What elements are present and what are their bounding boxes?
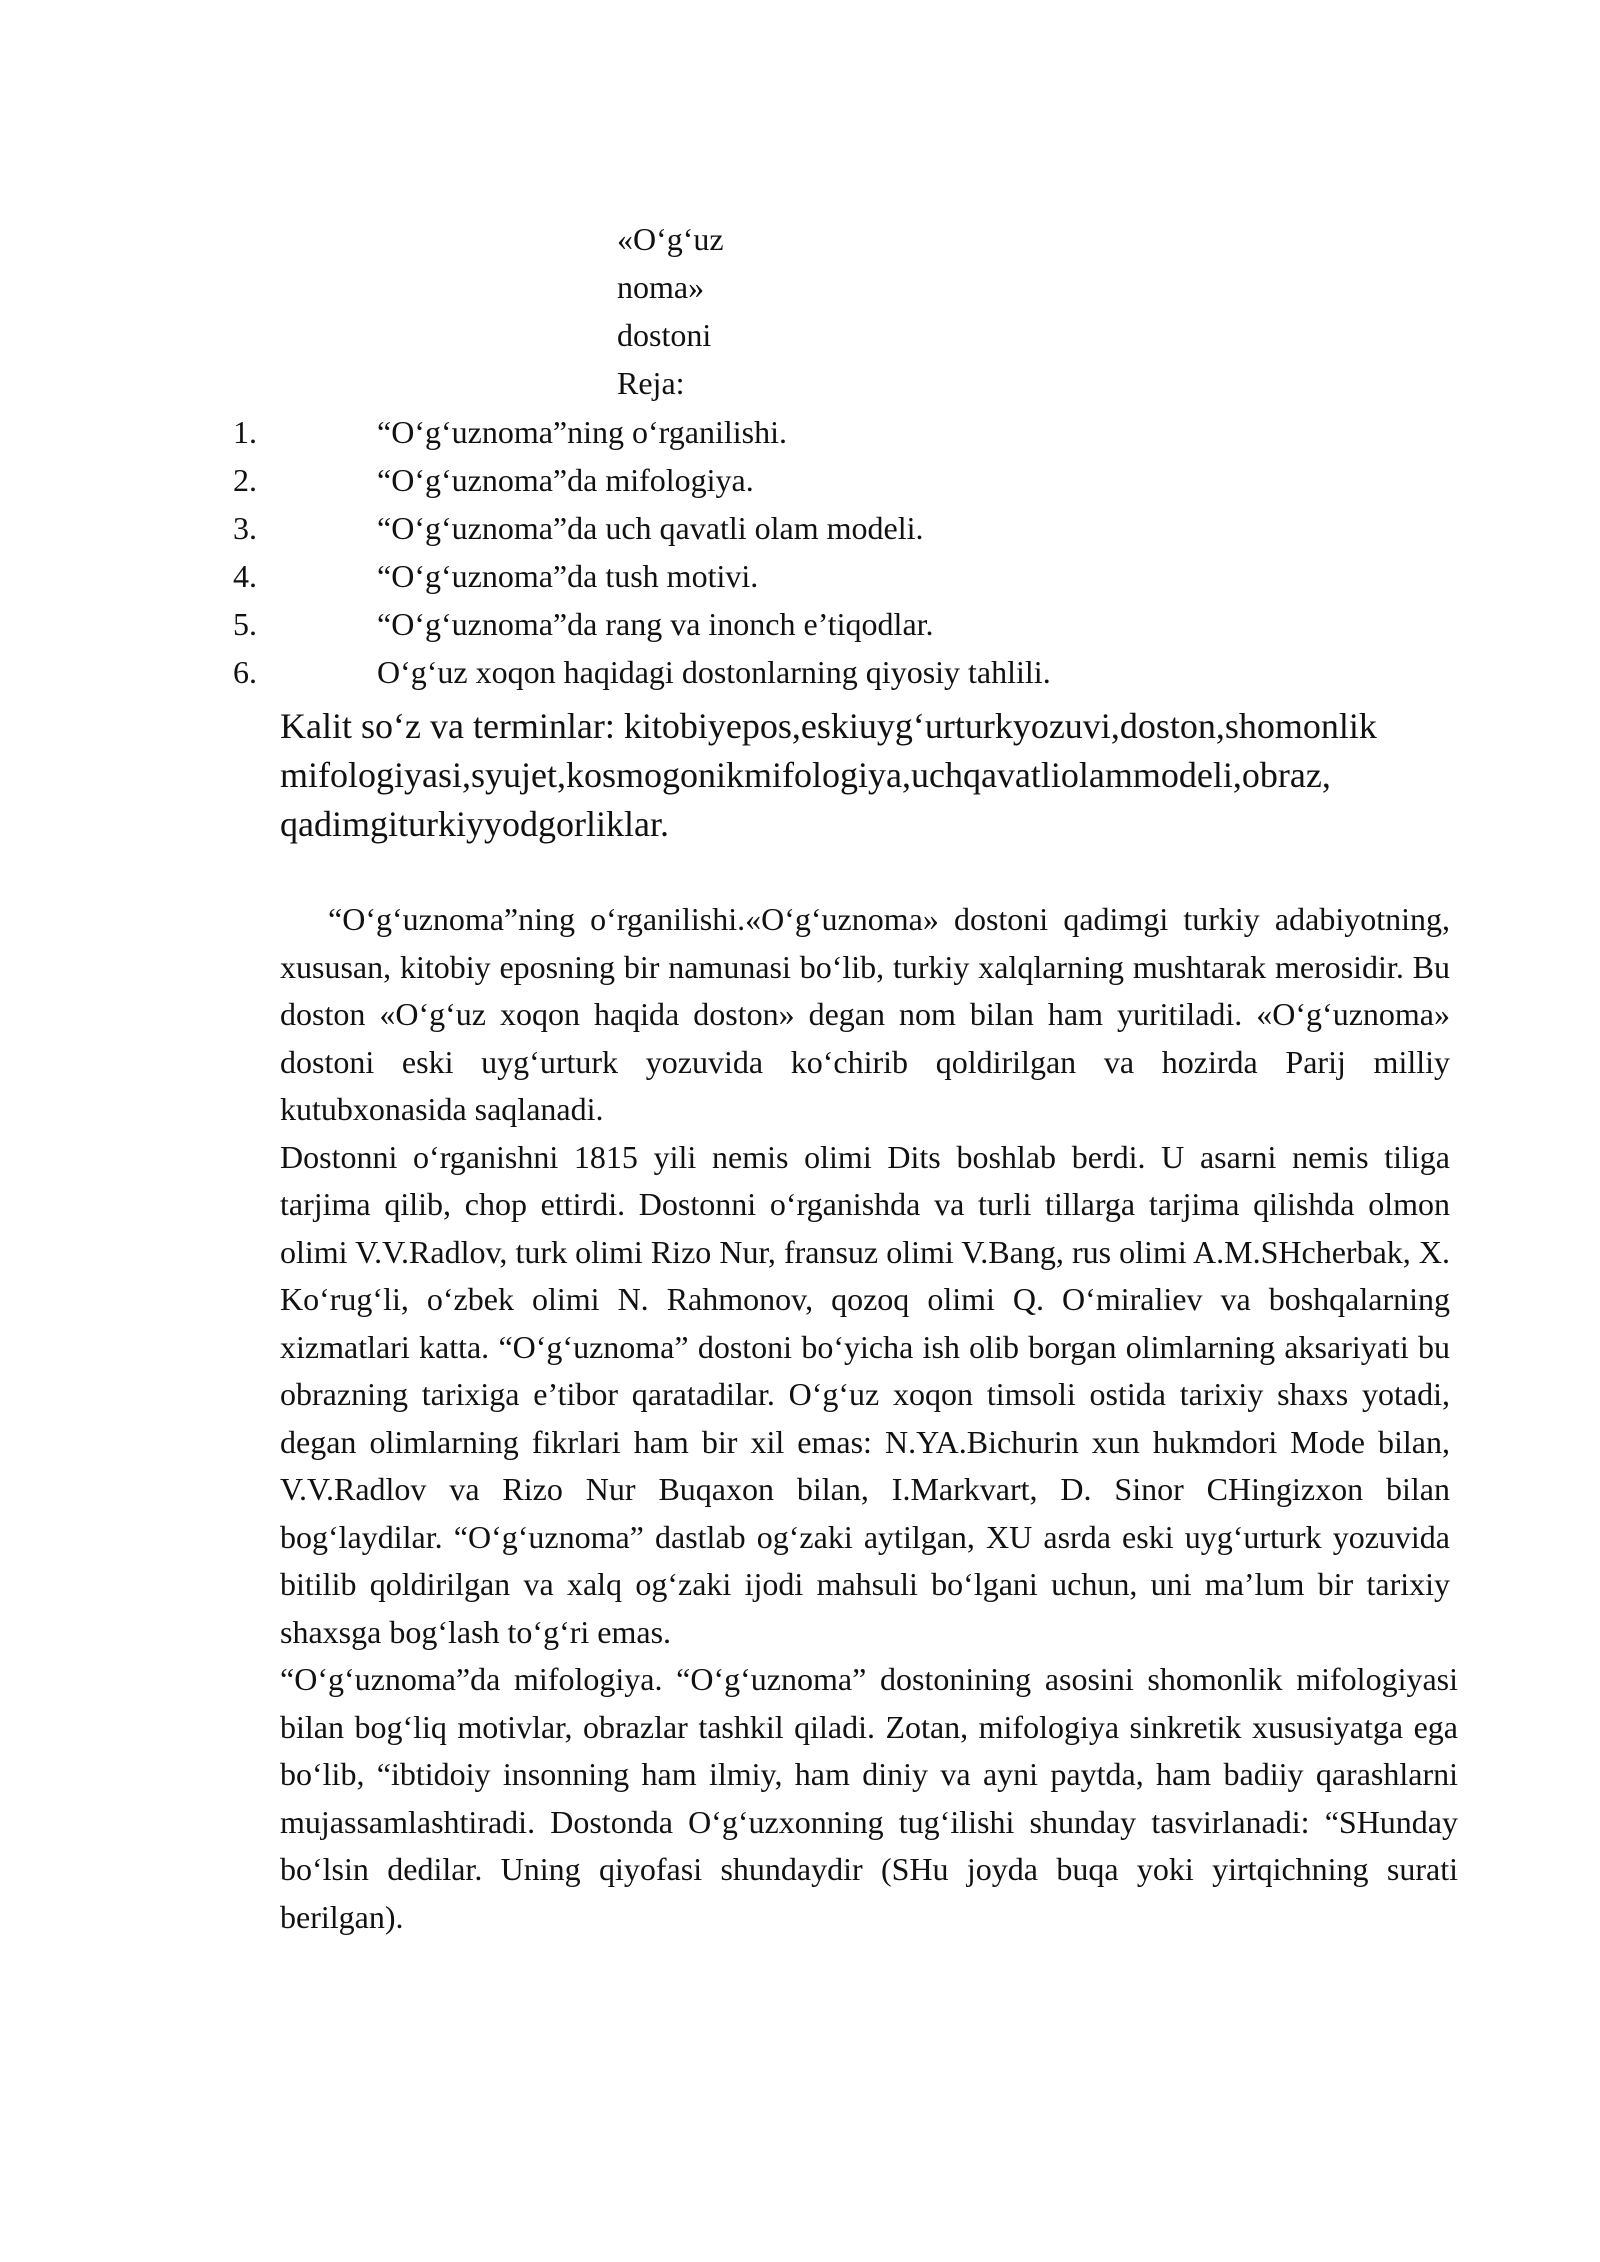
- body-text: [280, 896, 1458, 1941]
- plan-item-text: “O‘g‘uznoma”da rang va inonch e’tiqodlar.: [377, 606, 934, 642]
- title-line: dostoni: [617, 317, 712, 353]
- plan-item: [0, 456, 1600, 504]
- plan-item-text: “O‘g‘uznoma”da mifologiya.: [377, 462, 754, 498]
- paragraph-mythology: “O‘g‘uznoma”da mifologiya. “O‘g‘uznoma” dostonining asosini shomonlik mifologiyasi bilan bog‘liq motivlar, obrazlar tashkil qiladi. Zotan, mifologiya sinkretik xususiyatga ega bo‘lib, “ibtidoiy insonning ham ilmiy, ham diniy va ayni paytda, ham badiiy qarashlarni mujassamlashtiradi. Dostonda O‘g‘uzxonning tug‘ilishi shunday tasvirlanadi: “SHunday bo‘lsin dedilar. Uning qiyofasi shundaydir (SHu joyda buqa yoki yirtqichning surati berilgan).: [280, 1661, 1458, 1935]
- plan-item: [0, 552, 1600, 600]
- plan-item-text: O‘g‘uz xoqon haqidagi dostonlarning qiyosiy tahlili.: [377, 654, 1051, 690]
- plan-item-text: “O‘g‘uznoma”da uch qavatli olam modeli.: [377, 510, 924, 546]
- plan-item: [0, 408, 1600, 456]
- plan-item: [0, 600, 1600, 648]
- paragraph-researchers: Dostonni o‘rganishni 1815 yili nemis olimi Dits boshlab berdi. U asarni nemis tiliga tarjima qilib, chop ettirdi. Dostonni o‘rganishda va turli tillarga tarjima qilishda olmon olimi V.V.Radlov, turk olimi Rizo Nur, fransuz olimi V.Bang, rus olimi A.M.SHcherbak, X. Ko‘rug‘li, o‘zbek olimi N. Rahmonov, qozoq olimi Q. O‘miraliev va boshqalarning xizmatlari katta. “O‘g‘uznoma” dostoni bo‘yicha ish olib borgan olimlarning aksariyati bu obrazning tarixiga e’tibor qaratadilar. O‘g‘uz xoqon timsoli ostida tarixiy shaxs yotadi, degan olimlarning fikrlari ham bir xil emas: N.YA.Bichurin xun hukmdori Mode bilan, V.V.Radlov va Rizo Nur Buqaxon bilan, I.Markvart, D. Sinor CHingizxon bilan bog‘laydilar. “O‘g‘uznoma” dastlab og‘zaki aytilgan, XU asrda eski uyg‘urturk yozuvida bitilib qoldirilgan va xalq og‘zaki ijodi mahsuli bo‘lgani uchun, uni ma’lum bir tarixiy shaxsga bog‘lash to‘g‘ri emas.: [280, 1138, 1450, 1650]
- plan-list: [0, 408, 1600, 696]
- paragraph-study-history: “O‘g‘uznoma”ning o‘rganilishi.«O‘g‘uznoma» dostoni qadimgi turkiy adabiyotning, xususan, kitobiy eposning bir namunasi bo‘lib, turkiy xalqlarning mushtarak merosidir. Bu doston «O‘g‘uz xoqon haqida doston» degan nom bilan ham yuritiladi. «O‘g‘uznoma» dostoni eski uyg‘urturk yozuvida ko‘chirib qoldirilgan va hozirda Parij milliy kutubxonasida saqlanadi.: [280, 901, 1450, 1127]
- title-line: noma»: [617, 269, 705, 305]
- plan-item-number: 1.: [233, 414, 257, 450]
- plan-item-number: 5.: [233, 606, 257, 642]
- keywords-line: Kalit so‘z va terminlar: kitobiyepos,eskiuyg‘urturkyozuvi,doston,shomonlik: [280, 706, 1377, 746]
- plan-item-text: “O‘g‘uznoma”da tush motivi.: [377, 558, 759, 594]
- keywords-line: qadimgiturkiyyodgorliklar.: [280, 804, 669, 844]
- title-line: «O‘g‘uz: [617, 221, 724, 257]
- plan-item-number: 3.: [233, 510, 257, 546]
- keywords-line: mifologiyasi,syujet,kosmogonikmifologiya,uchqavatliolammodeli,obraz,: [280, 755, 1331, 795]
- plan-heading: Reja:: [617, 365, 685, 401]
- document-title: [617, 215, 724, 407]
- plan-item: [0, 648, 1600, 696]
- plan-item-number: 2.: [233, 462, 257, 498]
- keywords-block: [280, 702, 1480, 849]
- plan-item-text: “O‘g‘uznoma”ning o‘rganilishi.: [377, 414, 787, 450]
- plan-item: [0, 504, 1600, 552]
- plan-item-number: 4.: [233, 558, 257, 594]
- plan-item-number: 6.: [233, 654, 257, 690]
